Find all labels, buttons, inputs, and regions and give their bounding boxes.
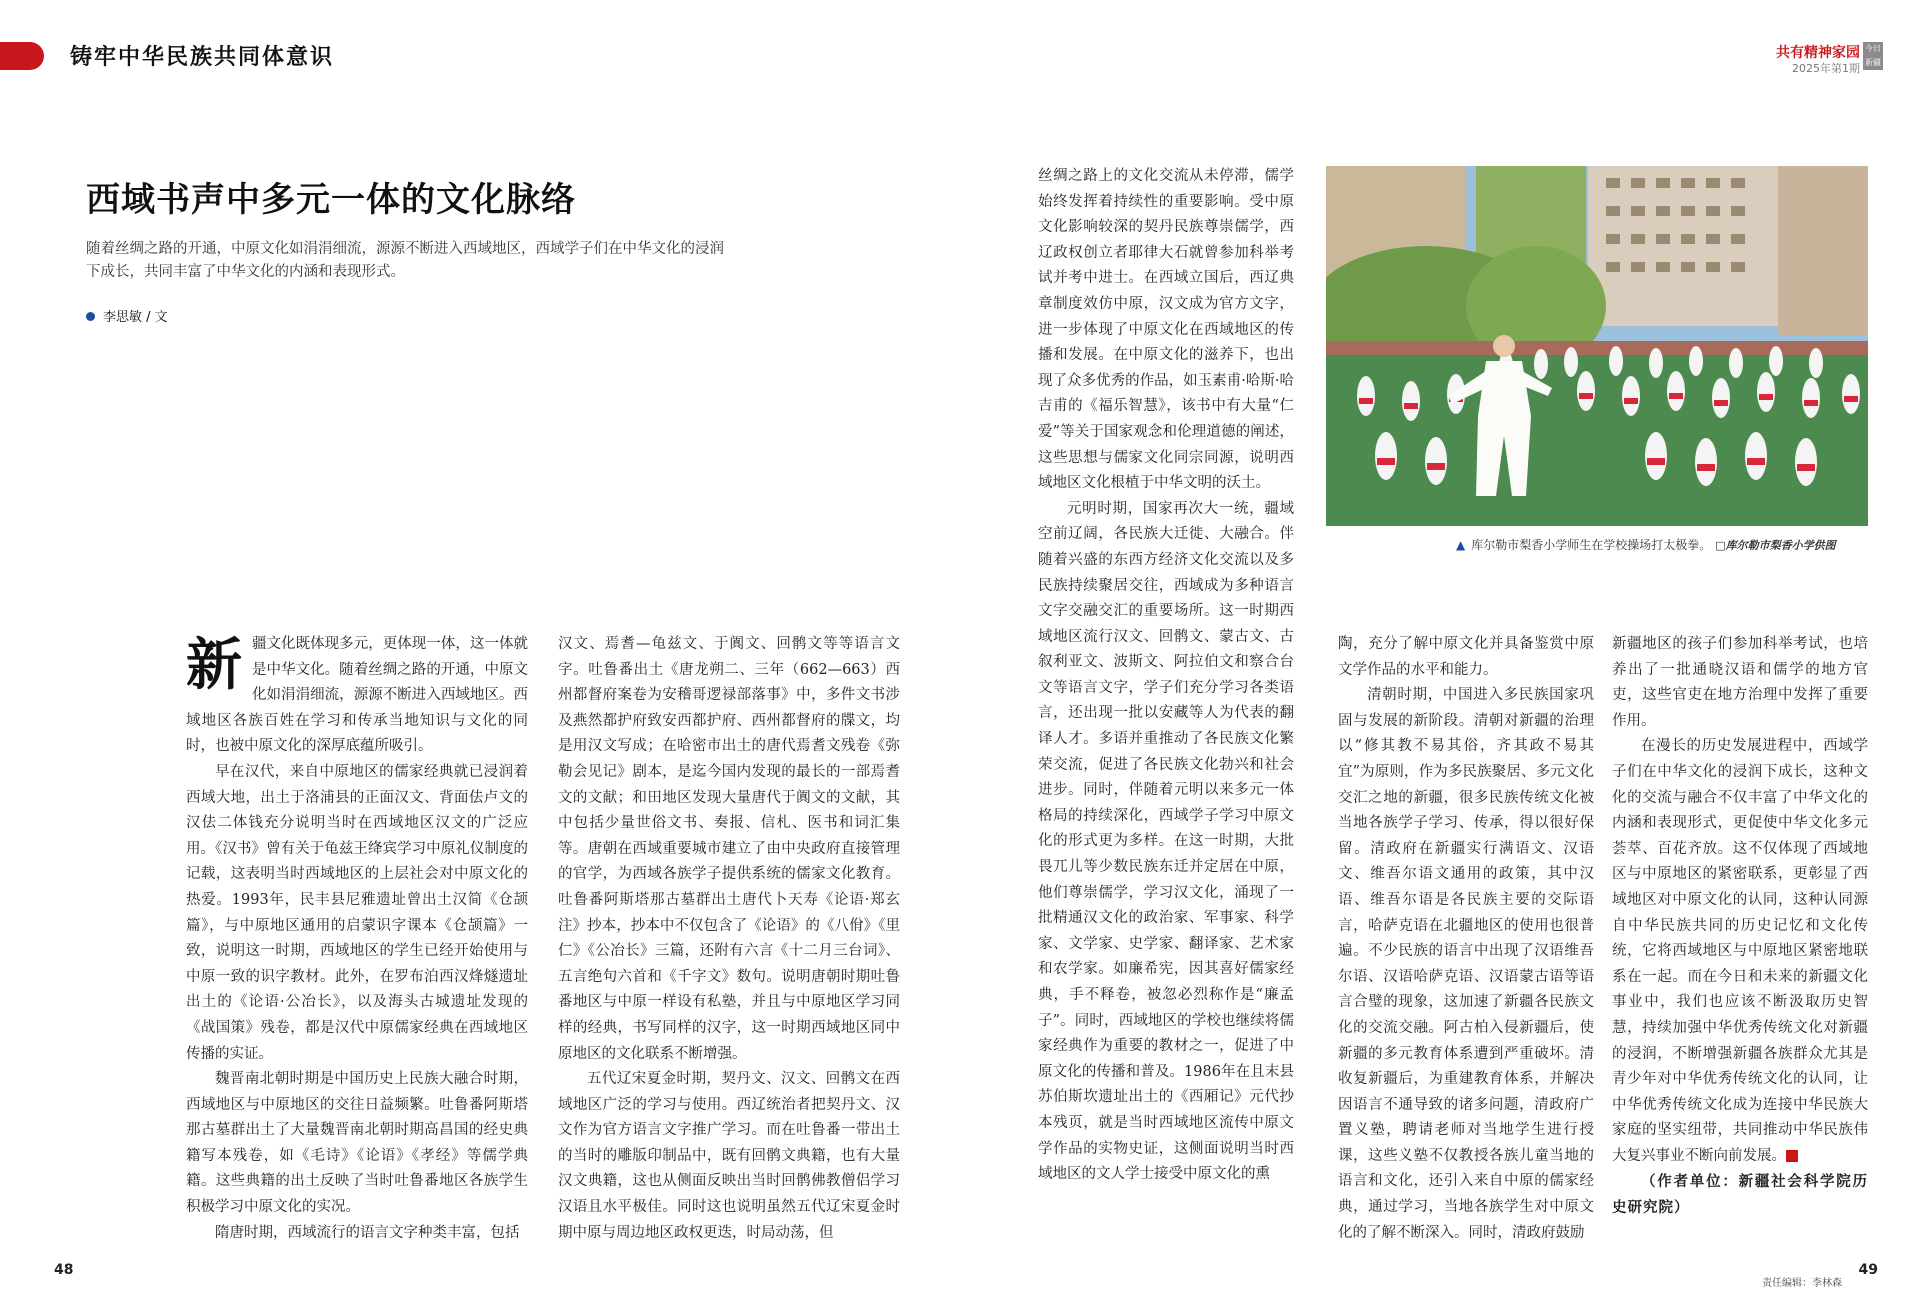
caption-triangle-icon: ▲ — [1456, 538, 1466, 552]
photo-credit: □库尔勒市梨香小学供图 — [1715, 539, 1836, 552]
text-column-2 — [558, 632, 900, 1268]
editor-credit: 责任编辑：李林森 — [1762, 1278, 1842, 1289]
paragraph: 丝绸之路上的文化交流从未停滞，儒学始终发挥着持续性的重要影响。受中原文化影响较深的契丹民族尊崇儒学，西辽政权创立者耶律大石就曾参加科举考试并考中进士。在西域立国后，西辽典章制度效仿中原，汉文成为官方文字，进一步体现了中原文化在西域地区的传播和发展。在中原文化的滋养下，也出现了众多优秀的作品，如玉素甫·哈斯·哈吉甫的《福乐智慧》，该书中有大量“仁爱”等关于国家观念和伦理道德的阐述，这些思想与儒家文化同宗同源，说明西域地区文化根植于中华文明的沃土。 — [1038, 168, 1294, 492]
text-column-1 — [186, 632, 528, 1268]
paragraph: 魏晋南北朝时期是中国历史上民族大融合时期，西域地区与中原地区的交往日益频繁。吐鲁番阿斯塔那古墓群出土了大量魏晋南北朝时期高昌国的经史典籍写本残卷，如《毛诗》《论语》《孝经》等儒学典籍。这些典籍的出土反映了当时吐鲁番地区各族学生积极学习中原文化的实况。 — [186, 1071, 528, 1216]
issue-number: 2025年第1期 — [1792, 62, 1860, 75]
paragraph: 隋唐时期，西域流行的语言文字种类丰富，包括 — [215, 1224, 520, 1241]
paragraph-text: 疆文化既体现多元，更体现一体，这一体就是中华文化。随着丝绸之路的开通，中原文化如涓涓细流，源源不断进入西域地区。西域地区各族百姓在学习和传承当地知识与文化的同时，也被中原文化的深厚底蕴所吸引。 — [186, 636, 528, 755]
byline-dot-icon — [86, 312, 95, 321]
paragraph: 清朝时期，中国进入多民族国家巩固与发展的新阶段。清朝对新疆的治理以“修其教不易其俗，齐其政不易其宜”为原则，作为多民族聚居、多元文化交汇之地的新疆，很多民族传统文化被当地各族学子学习、传承，得以很好保留。清政府在新疆实行满语文、汉语文、维吾尔语文通用的政策，其中汉语、维吾尔语是各民族主要的交际语言，哈萨克语在北疆地区的使用也很普遍。不少民族的语言中出现了汉语维吾尔语、汉语哈萨克语、汉语蒙古语等语言合璧的现象，这加速了新疆各民族文化的交流交融。阿古柏入侵新疆后，使新疆的多元教育体系遭到严重破坏。清收复新疆后，为重建教育体系，并解决因语言不通导致的诸多问题，清政府广置义塾，聘请老师对当地学生进行授课，这些义塾不仅教授各族儿童当地的语言和文化，还引入来自中原的儒家经典，通过学习，当地各族学生对中原文化的了解不断深入。同时，清政府鼓励 — [1338, 687, 1594, 1241]
text-column-5 — [1612, 632, 1868, 1268]
drop-cap: 新 — [186, 633, 242, 698]
paragraph: 汉文、焉耆—龟兹文、于阗文、回鹘文等等语言文字。吐鲁番出土《唐龙朔二、三年（662—663）西州都督府案卷为安稽哥逻禄部落事》中，多件文书涉及燕然都护府致安西都护府、西州都督府的牒文，均是用汉文写成；在哈密市出土的唐代焉耆文残卷《弥勒会见记》剧本，是迄今国内发现的最长的一部焉耆文的文献；和田地区发现大量唐代于阗文的文献，其中包括少量世俗文书、奏报、信札、医书和词汇集等。唐朝在西域重要城市建立了由中央政府直接管理的官学，为西域各族学子提供系统的儒家文化教育。吐鲁番阿斯塔那古墓群出土唐代卜天寿《论语·郑玄注》抄本，抄本中不仅包含了《论语》的《八佾》《里仁》《公冶长》三篇，还附有六言《十二月三台词》、五言绝句六首和《千字文》数句。说明唐朝时期吐鲁番地区与中原一样设有私塾，并且与中原地区学习同样的经典，书写同样的汉字，这一时期西域地区同中原地区的文化联系不断增强。 — [558, 636, 900, 1062]
article-intro: 随着丝绸之路的开通，中原文化如涓涓细流，源源不断进入西域地区，西域学子们在中华文化的浸润下成长，共同丰富了中华文化的内涵和表现形式。 — [86, 241, 724, 280]
logo-text: 共有精神家园 — [1776, 45, 1860, 61]
author-note: （作者单位：新疆社会科学院历史研究院） — [1612, 1173, 1868, 1217]
paragraph: 五代辽宋夏金时期，契丹文、汉文、回鹘文在西域地区广泛的学习与使用。西辽统治者把契丹文、汉文作为官方语言文字推广学习。而在吐鲁番一带出土的当时的雕版印制品中，既有回鹘文典籍，也有大量汉文典籍，这也从侧面反映出当时回鹘佛教僧侣学习汉语且水平极佳。同时这也说明虽然五代辽宋夏金时期中原与周边地区政权更迭，时局动荡，但 — [558, 1071, 900, 1241]
page-number-right: 49 — [1858, 1262, 1878, 1278]
text-column-4 — [1338, 632, 1594, 1268]
paragraph — [186, 632, 528, 760]
paragraph: 陶，充分了解中原文化并具备鉴赏中原文学作品的水平和能力。 — [1338, 636, 1594, 678]
end-mark-icon: J — [1786, 1150, 1798, 1162]
section-title: 铸牢中华民族共同体意识 — [70, 44, 335, 70]
magazine-logo — [1776, 42, 1860, 76]
photo-illustration — [1326, 166, 1868, 526]
caption-text: 库尔勒市梨香小学师生在学校操场打太极拳。 — [1471, 538, 1712, 552]
page-number-left: 48 — [54, 1262, 74, 1278]
logo-box: 今日新疆 — [1863, 42, 1883, 70]
paragraph — [1612, 734, 1868, 1169]
article-headline: 西域书声中多元一体的文化脉络 — [86, 180, 576, 220]
section-marker — [0, 42, 44, 70]
paragraph: 早在汉代，来自中原地区的儒家经典就已浸润着西域大地，出土于洛浦县的正面汉文、背面佉卢文的汉佉二体钱充分说明当时在西域地区汉文的广泛应用。《汉书》曾有关于龟兹王绛宾学习中原礼仪制度的记载，这表明当时西域地区的上层社会对中原文化的热爱。1993年，民丰县尼雅遗址曾出土汉简《仓颉篇》，与中原地区通用的启蒙识字课本《仓颉篇》一致，说明这一时期，西域地区的学生已经开始使用与中原一致的识字教材。此外，在罗布泊西汉烽燧遗址出土的《论语·公冶长》，以及海头古城遗址发现的《战国策》残卷，都是汉代中原儒家经典在西域地区传播的实证。 — [186, 763, 528, 1062]
photo-caption — [1456, 536, 1836, 553]
text-column-3 — [1038, 164, 1294, 1268]
photo-tai-chi — [1326, 166, 1868, 526]
paragraph: 新疆地区的孩子们参加科举考试，也培养出了一批通晓汉语和儒学的地方官吏，这些官吏在地方治理中发挥了重要作用。 — [1612, 636, 1868, 729]
byline-text: 李思敏 / 文 — [103, 310, 168, 325]
byline — [86, 306, 168, 325]
paragraph-text: 在漫长的历史发展进程中，西域学子们在中华文化的浸润下成长，这种文化的交流与融合不仅丰富了中华文化的内涵和表现形式，更促使中华文化多元荟萃、百花齐放。这不仅体现了西域地区与中原地区的紧密联系，更彰显了西域地区对中原文化的认同，这种认同源自中华民族共同的历史记忆和文化传统，它将西域地区与中原地区紧密地联系在一起。而在今日和未来的新疆文化事业中，我们也应该不断汲取历史智慧，持续加强中华优秀传统文化对新疆的浸润，不断增强新疆各族群众尤其是青少年对中华优秀传统文化的认同，让中华优秀传统文化成为连接中华民族大家庭的坚实纽带，共同推动中华民族伟大复兴事业不断向前发展。 — [1612, 738, 1868, 1164]
paragraph: 元明时期，国家再次大一统，疆域空前辽阔，各民族大迁徙、大融合。伴随着兴盛的东西方经济文化交流以及多民族持续聚居交往，西域成为多种语言文字交融交汇的重要场所。这一时期西域地区流行汉文、回鹘文、蒙古文、古叙利亚文、波斯文、阿拉伯文和察合台文等语言文字，学子们充分学习各类语言，还出现一批以安藏等人为代表的翻译人才。多语并重推动了各民族文化繁荣交流，促进了各民族文化勃兴和社会进步。同时，伴随着元明以来多元一体格局的持续深化，西域学子学习中原文化的形式更为多样。在这一时期，大批畏兀儿等少数民族东迁并定居在中原，他们尊崇儒学，学习汉文化，涌现了一批精通汉文化的政治家、军事家、科学家、文学家、史学家、翻译家、艺术家和农学家。如廉希宪，因其喜好儒家经典，手不释卷，被忽必烈称作是“廉孟子”。同时，西域地区的学校也继续将儒家经典作为重要的教材之一，促进了中原文化的传播和普及。1986年在且末县苏伯斯坎遗址出土的《西厢记》元代抄本残页，就是当时西域地区流传中原文学作品的实物史证，这侧面说明当时西域地区的文人学士接受中原文化的熏 — [1038, 500, 1294, 1183]
